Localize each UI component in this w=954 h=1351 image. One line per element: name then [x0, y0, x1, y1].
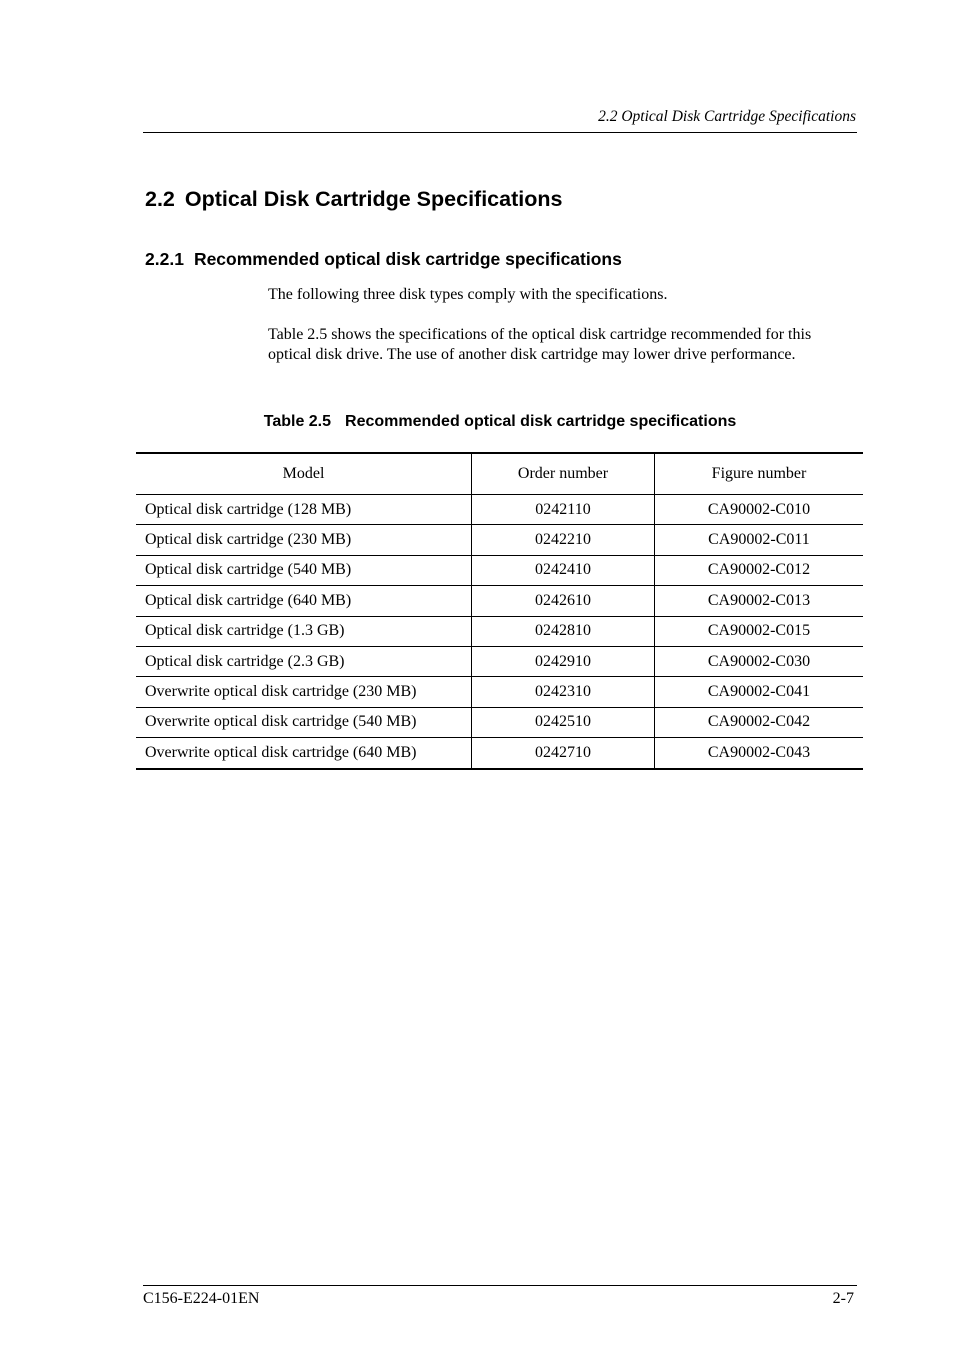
cell-figure-number: CA90002-C013	[655, 586, 864, 616]
cell-order-number: 0242610	[472, 586, 655, 616]
table-row	[136, 555, 863, 585]
cell-figure-number: CA90002-C030	[655, 646, 864, 676]
cell-model: Overwrite optical disk cartridge (640 MB)	[136, 738, 472, 769]
subsection-title: Recommended optical disk cartridge specifications	[193, 249, 622, 269]
table-header-row	[136, 453, 863, 495]
section-number: 2.2	[145, 187, 175, 211]
footer-doc-id: C156-E224-01EN	[143, 1290, 260, 1307]
table-caption-title: Recommended optical disk cartridge specifications	[345, 413, 737, 430]
section-title: Optical Disk Cartridge Specifications	[184, 187, 563, 211]
cell-model: Optical disk cartridge (1.3 GB)	[136, 616, 472, 646]
cell-figure-number: CA90002-C041	[655, 677, 864, 707]
column-header-figure-number: Figure number	[655, 453, 864, 495]
subsection-heading	[145, 249, 622, 270]
column-header-model: Model	[136, 453, 472, 495]
cell-model: Optical disk cartridge (640 MB)	[136, 586, 472, 616]
paragraph-table-reference: Table 2.5 shows the specifications of the optical disk cartridge recommended for this optical disk drive. The use of another disk cartridge may lower drive performance.	[268, 326, 812, 363]
running-header: 2.2 Optical Disk Cartridge Specifications	[598, 108, 856, 125]
cell-model: Overwrite optical disk cartridge (540 MB)	[136, 707, 472, 737]
cell-figure-number: CA90002-C042	[655, 707, 864, 737]
cell-figure-number: CA90002-C010	[655, 495, 864, 525]
cell-model: Optical disk cartridge (128 MB)	[145, 500, 352, 518]
cell-model: Optical disk cartridge (230 MB)	[136, 525, 472, 555]
cell-order-number: 0242410	[472, 555, 655, 585]
paragraph-intro: The following three disk types comply with the specifications.	[268, 286, 668, 303]
table-row	[136, 646, 863, 676]
cell-order-number: 0242810	[472, 616, 655, 646]
table-row	[136, 677, 863, 707]
table-row	[136, 586, 863, 616]
section-heading	[145, 187, 562, 212]
cell-figure-number: CA90002-C015	[655, 616, 864, 646]
cell-order-number: 0242510	[472, 707, 655, 737]
cell-order-number: 0242210	[472, 525, 655, 555]
table-row	[136, 616, 863, 646]
column-header-order-number: Order number	[472, 453, 655, 495]
cell-figure-number: CA90002-C012	[655, 555, 864, 585]
cell-model: Optical disk cartridge (2.3 GB)	[136, 646, 472, 676]
cell-order-number: 0242110	[472, 495, 655, 525]
table-row	[136, 525, 863, 555]
cell-order-number: 0242910	[472, 646, 655, 676]
cell-model: Overwrite optical disk cartridge (230 MB)	[136, 677, 472, 707]
cell-figure-number: CA90002-C043	[655, 738, 864, 769]
footer-page-number: 2-7	[832, 1290, 854, 1307]
cell-model: Optical disk cartridge (540 MB)	[136, 555, 472, 585]
header-rule	[143, 132, 857, 133]
subsection-number: 2.2.1	[145, 249, 184, 269]
footer-rule	[143, 1285, 857, 1286]
cell-order-number: 0242310	[472, 677, 655, 707]
table-row	[136, 495, 863, 525]
table-row	[136, 707, 863, 737]
table-caption-number: Table 2.5	[263, 413, 332, 430]
table-row	[136, 738, 863, 769]
table-caption	[0, 413, 954, 431]
cartridge-spec-table	[136, 452, 863, 770]
cell-order-number: 0242710	[472, 738, 655, 769]
cell-figure-number: CA90002-C011	[655, 525, 864, 555]
